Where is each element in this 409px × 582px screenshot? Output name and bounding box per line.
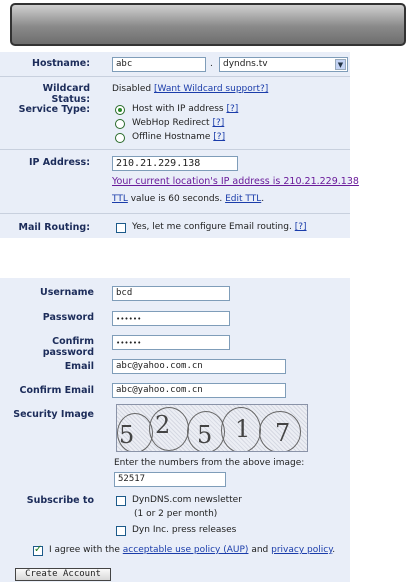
service-offline-help-link[interactable]: [?] (213, 132, 226, 142)
newsletter-label: DynDNS.com newsletter (132, 495, 242, 505)
captcha-prompt: Enter the numbers from the above image: (114, 458, 305, 468)
divider (0, 76, 350, 77)
mail-routing-label: Mail Routing: (18, 222, 90, 233)
service-type-label: Service Type: (18, 104, 90, 115)
domain-select-value: dyndns.tv (223, 59, 268, 69)
chevron-down-icon: ▼ (335, 59, 346, 70)
domain-select[interactable] (219, 57, 348, 72)
mail-routing-help-link[interactable]: [?] (294, 222, 307, 232)
divider (0, 213, 350, 214)
mail-routing-option (132, 222, 307, 232)
ttl-end: . (261, 194, 265, 204)
create-account-button[interactable]: Create Account (15, 568, 111, 581)
service-webhop-label: WebHop Redirect (132, 118, 210, 128)
password-input[interactable]: •••••• (112, 311, 230, 326)
username-label: Username (39, 287, 94, 298)
email-input[interactable]: abc@yahoo.com.cn (112, 359, 286, 374)
confirm-password-input[interactable]: •••••• (112, 335, 230, 350)
hostname-input[interactable]: abc (112, 57, 206, 72)
confirm-email-label: Confirm Email (19, 385, 94, 396)
email-label: Email (64, 361, 94, 372)
newsletter-checkbox[interactable] (116, 496, 126, 506)
captcha-digit: 2 (155, 411, 171, 439)
hostname-label: Hostname: (32, 58, 90, 69)
service-webhop-help-link[interactable]: [?] (212, 118, 225, 128)
wildcard-status-value: Disabled (112, 84, 152, 94)
confirm-email-input[interactable]: abc@yahoo.com.cn (112, 383, 286, 398)
newsletter-note: (1 or 2 per month) (134, 509, 218, 519)
ttl-link[interactable]: TTL (112, 194, 128, 204)
header-banner (10, 3, 406, 46)
captcha-digit: 5 (119, 421, 135, 449)
service-host-radio[interactable] (115, 105, 125, 115)
service-host-help-link[interactable]: [?] (226, 104, 239, 114)
privacy-policy-link[interactable]: privacy policy (271, 545, 333, 555)
ttl-text: value is 60 seconds. (130, 194, 223, 204)
service-offline-radio[interactable] (115, 133, 125, 143)
agree-and: and (251, 545, 269, 555)
ttl-line (112, 194, 264, 204)
service-offline-label: Offline Hostname (132, 132, 211, 142)
hostname-dot: . (210, 59, 213, 69)
ip-address-label: IP Address: (29, 157, 90, 168)
captcha-digit: 1 (235, 415, 251, 443)
password-label: Password (42, 312, 94, 323)
captcha-input[interactable]: 52517 (114, 472, 226, 487)
agree-prefix: I agree with the (49, 545, 120, 555)
aup-link[interactable]: acceptable use policy (AUP) (122, 545, 249, 555)
agree-end: . (332, 545, 336, 555)
agree-checkbox[interactable] (33, 546, 43, 556)
press-releases-label: Dyn Inc. press releases (132, 525, 237, 535)
service-host-label: Host with IP address (132, 104, 224, 114)
hostname-form-panel (0, 52, 350, 238)
service-webhop-option (132, 118, 224, 128)
mail-routing-checkbox[interactable] (116, 223, 126, 233)
service-webhop-radio[interactable] (115, 119, 125, 129)
ip-address-input[interactable]: 210.21.229.138 (112, 156, 238, 171)
service-host-option (132, 104, 238, 114)
mail-routing-text: Yes, let me configure Email routing. (132, 222, 292, 232)
divider (0, 149, 350, 150)
current-ip-link[interactable]: Your current location's IP address is 210.21.229.138 (112, 176, 359, 187)
service-offline-option (132, 132, 225, 142)
username-input[interactable]: bcd (112, 286, 230, 301)
captcha-image (116, 404, 308, 452)
confirm-password-label: Confirm password (42, 336, 94, 358)
wildcard-status-label: Wildcard Status: (42, 83, 90, 105)
agree-line (49, 545, 335, 555)
subscribe-label: Subscribe to (26, 495, 94, 506)
security-image-label: Security Image (13, 409, 94, 420)
wildcard-support-link[interactable]: [Want Wildcard support?] (153, 84, 269, 94)
press-releases-checkbox[interactable] (116, 526, 126, 536)
captcha-digit: 5 (197, 421, 213, 449)
captcha-digit: 7 (275, 419, 291, 447)
edit-ttl-link[interactable]: Edit TTL (225, 194, 262, 204)
wildcard-status-line (112, 84, 268, 94)
